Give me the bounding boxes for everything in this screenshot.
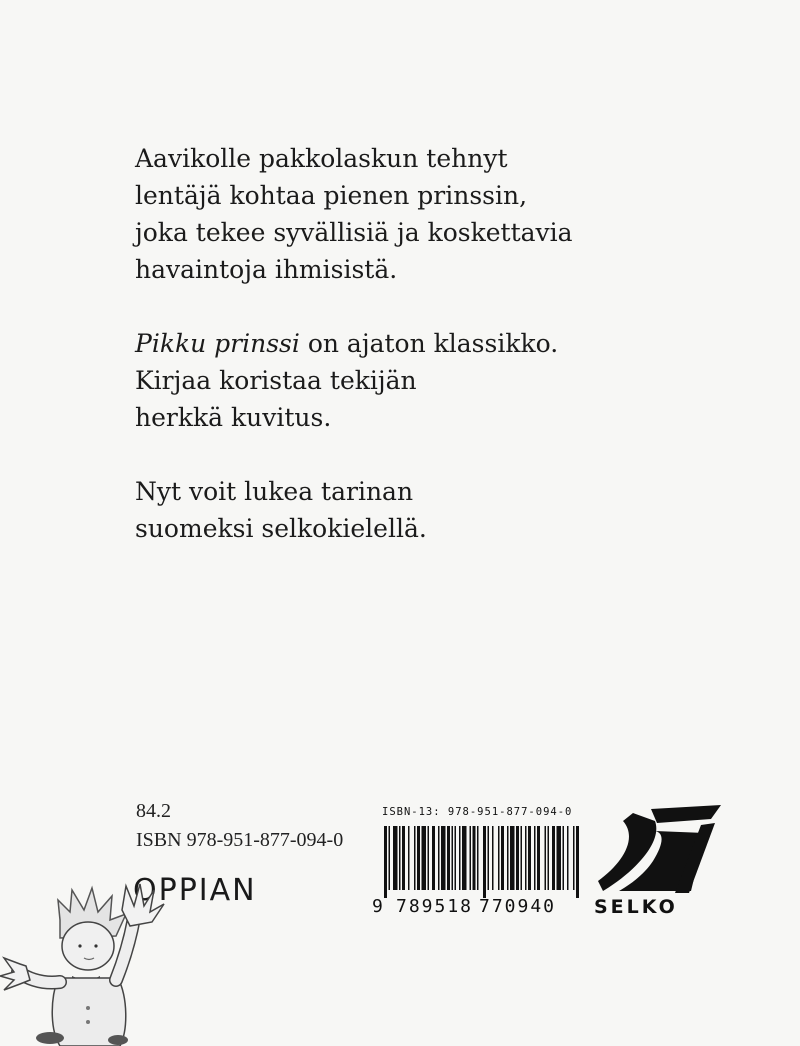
barcode-bar — [557, 826, 562, 890]
barcode-bar — [498, 826, 500, 890]
barcode-bar — [389, 826, 391, 890]
barcode-bar — [441, 826, 446, 890]
barcode-bar — [432, 826, 435, 890]
blurb-line: suomeksi selkokielellä. — [135, 514, 427, 543]
book-metadata — [136, 797, 343, 855]
barcode-bar — [507, 826, 509, 890]
isbn-text: ISBN 978-951-877-094-0 — [136, 829, 344, 851]
barcode-bar — [455, 826, 457, 890]
classification-code: 84.2 — [136, 800, 171, 822]
barcode-bar — [399, 826, 401, 890]
blurb-line — [135, 325, 573, 362]
barcode-bar — [510, 826, 515, 890]
barcode-bar — [488, 826, 490, 890]
barcode-bar — [393, 826, 398, 890]
barcode-bar — [452, 826, 454, 890]
little-prince-illustration — [0, 880, 175, 1046]
selko-logo-text: SELKO — [594, 896, 678, 918]
barcode-bar — [525, 826, 527, 890]
barcode-bar — [417, 826, 420, 890]
barcode-bar — [567, 826, 569, 890]
blurb-line: lentäjä kohtaa pienen prinssin, — [135, 181, 528, 210]
barcode-bar — [459, 826, 461, 890]
barcode-bar — [501, 826, 504, 890]
blurb-line: Aavikolle pakkolaskun tehnyt — [135, 144, 508, 173]
blurb-line: havaintoja ihmisistä. — [135, 255, 398, 284]
barcode-bar — [438, 826, 440, 890]
barcode-bar — [470, 826, 472, 890]
barcode-bar — [537, 826, 540, 890]
barcode-bar — [408, 826, 410, 890]
blurb-line: joka tekee syvällisiä ja koskettavia — [135, 218, 573, 247]
book-title: Pikku prinssi — [135, 329, 300, 358]
blurb-line: Kirjaa koristaa tekijän — [135, 366, 417, 395]
barcode-bar — [483, 826, 486, 898]
isbn13-label: ISBN-13: 978-951-877-094-0 — [382, 806, 573, 818]
barcode-bar — [545, 826, 547, 890]
barcode-bar — [534, 826, 536, 890]
barcode-bars — [384, 826, 580, 898]
barcode-bar — [402, 826, 405, 890]
barcode-bar — [384, 826, 387, 898]
blurb-line: herkkä kuvitus. — [135, 403, 332, 432]
barcode-bar — [422, 826, 427, 890]
barcode-bar — [552, 826, 555, 890]
barcode-bar — [548, 826, 550, 890]
blurb-paragraph-1 — [135, 140, 573, 288]
barcode-bar — [477, 826, 479, 890]
blurb-paragraph-2 — [135, 325, 573, 436]
barcode-bar — [428, 826, 430, 890]
blurb-line: Nyt voit lukea tarinan — [135, 477, 414, 506]
barcode-bar — [528, 826, 531, 890]
barcode-bar — [447, 826, 450, 890]
barcode-bar — [521, 826, 523, 890]
barcode-bar — [563, 826, 565, 890]
publisher-name: OPPIAN — [133, 873, 257, 908]
blurb-line-rest: on ajaton klassikko. — [307, 329, 559, 358]
barcode-bar — [473, 826, 476, 890]
blurb-paragraph-3 — [135, 473, 573, 547]
barcode-bar — [516, 826, 519, 890]
barcode — [372, 806, 587, 918]
blurb-text — [135, 140, 573, 584]
barcode-bar — [492, 826, 494, 890]
barcode-bar — [414, 826, 416, 890]
barcode-digits-left: 789518 — [396, 896, 474, 917]
barcode-bar — [576, 826, 579, 898]
barcode-bar — [462, 826, 467, 890]
barcode-digit-first: 9 — [372, 896, 383, 917]
barcode-digits-right: 770940 — [479, 896, 557, 917]
barcode-bar — [573, 826, 575, 890]
